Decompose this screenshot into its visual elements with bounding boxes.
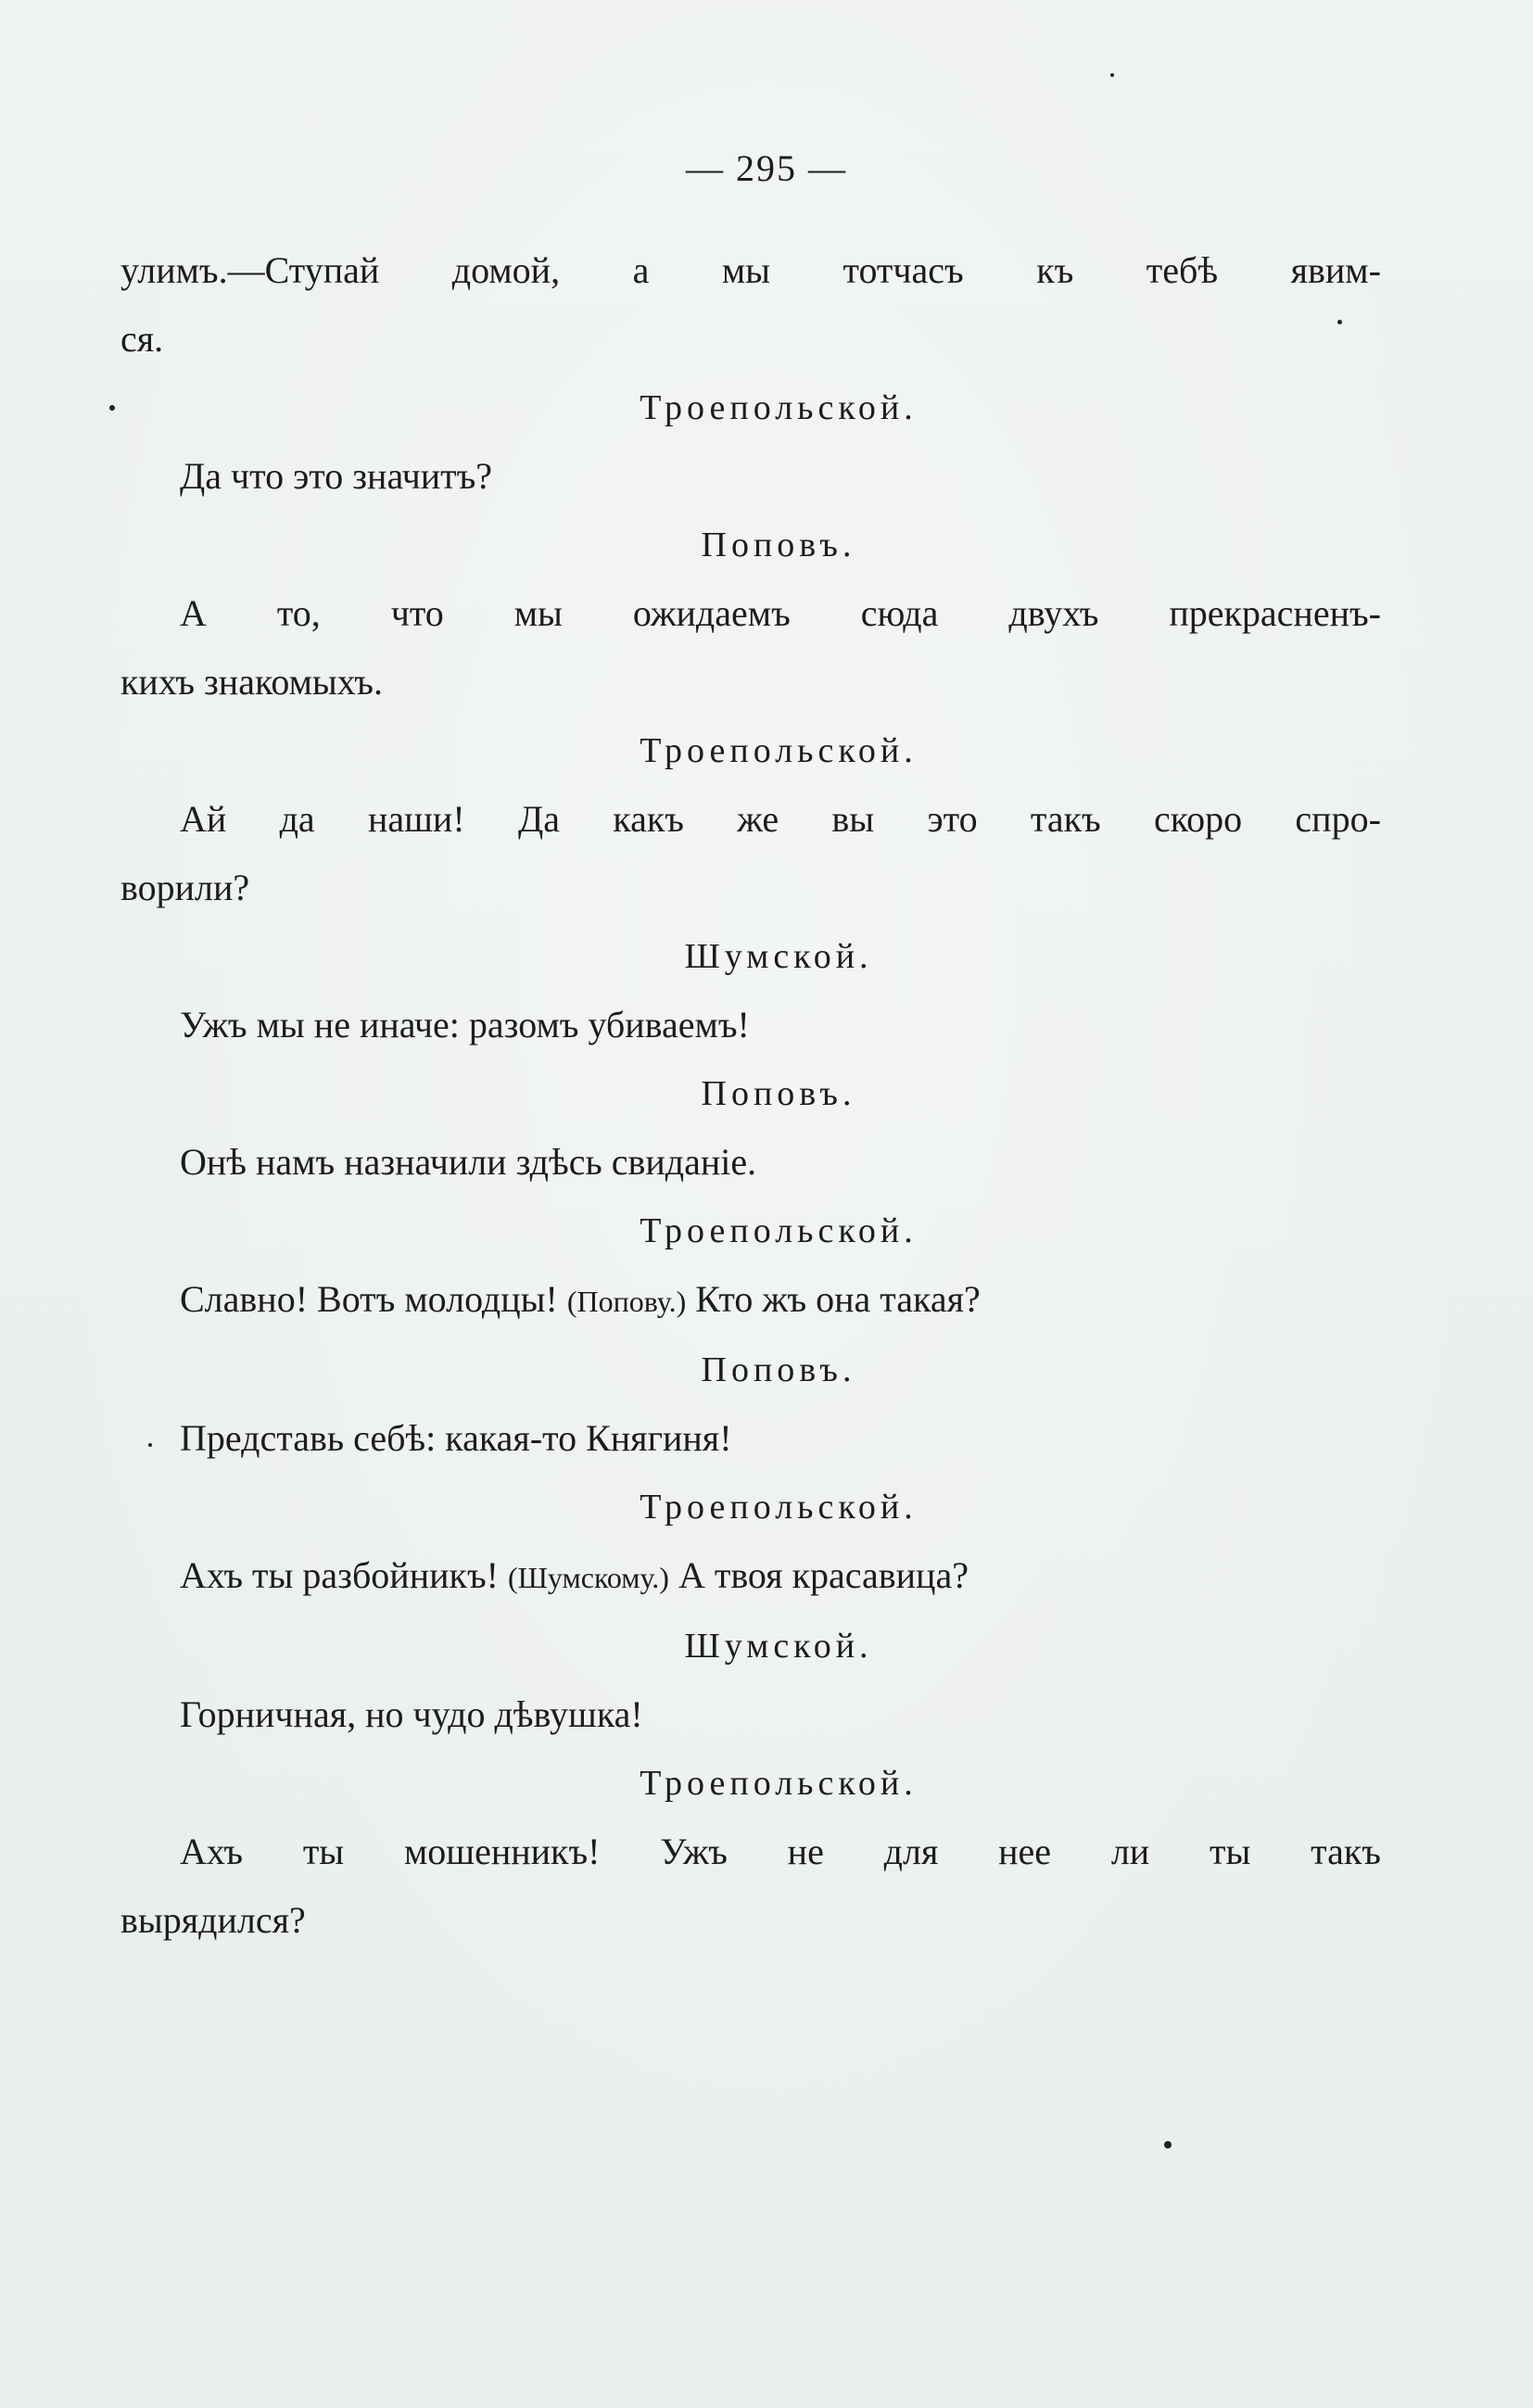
- speaker-name: Поповъ.: [701, 1350, 856, 1389]
- text-line: ворили?: [120, 867, 250, 908]
- word: Ужъ: [660, 1831, 728, 1872]
- text-line: [120, 579, 1381, 648]
- text-line: Горничная, но чудо дѣвушка!: [180, 1693, 643, 1735]
- word: для: [883, 1831, 939, 1872]
- word: вы: [831, 798, 875, 840]
- word: А: [180, 592, 207, 634]
- speaker-name: Троепольской.: [640, 1211, 918, 1250]
- word: прекрасненъ-: [1169, 592, 1381, 634]
- text-line: [120, 236, 1381, 305]
- line-text: Ахъ ты разбойникъ!: [180, 1554, 499, 1596]
- word: такъ: [1311, 1831, 1381, 1872]
- word: же: [737, 798, 779, 840]
- speaker-name: Поповъ.: [701, 1074, 856, 1113]
- line-text: Кто жъ она такая?: [695, 1278, 981, 1320]
- stage-direction: (Попову.): [566, 1285, 687, 1318]
- speaker-name: Троепольской.: [640, 388, 918, 427]
- line-text: Славно! Вотъ молодцы!: [180, 1278, 558, 1320]
- word: Да: [517, 798, 560, 840]
- word: то,: [276, 592, 321, 634]
- text-line: кихъ знакомыхъ.: [120, 661, 383, 703]
- text-line: Онѣ намъ назначили здѣсь свиданіе.: [180, 1141, 757, 1183]
- word: мошенникъ!: [403, 1831, 601, 1872]
- word: ожидаемъ: [632, 592, 791, 634]
- word: спро-: [1295, 798, 1381, 840]
- text-line: [120, 1541, 1381, 1612]
- word: Ай: [180, 798, 227, 840]
- word: что: [390, 592, 444, 634]
- speaker-name: Поповъ.: [701, 526, 856, 564]
- word: наши!: [367, 798, 465, 840]
- speaker-name: Троепольской.: [640, 731, 918, 770]
- word: да: [279, 798, 315, 840]
- word: не: [787, 1831, 824, 1872]
- word: ты: [1209, 1831, 1251, 1872]
- text-line: [120, 1818, 1381, 1886]
- text-line: [120, 785, 1381, 854]
- word: домой,: [451, 249, 561, 291]
- word: такъ: [1030, 798, 1101, 840]
- word: мы: [513, 592, 563, 634]
- line-text: А твоя красавица?: [678, 1554, 969, 1596]
- page-number: — 295 —: [686, 147, 847, 189]
- word: ты: [302, 1831, 345, 1872]
- text-line: вырядился?: [120, 1899, 306, 1941]
- speaker-name: Троепольской.: [640, 1764, 918, 1803]
- text-line: Представь себѣ: какая-то Княгиня!: [180, 1417, 732, 1459]
- word: тебѣ: [1146, 249, 1219, 291]
- text-line: ся.: [120, 318, 164, 360]
- word: Ахъ: [180, 1831, 244, 1872]
- page-body: [120, 236, 1381, 1955]
- speaker-name: Троепольской.: [640, 1488, 918, 1527]
- word: сюда: [860, 592, 939, 634]
- word: а: [632, 249, 650, 291]
- word: двухъ: [1008, 592, 1099, 634]
- word: ли: [1110, 1831, 1150, 1872]
- speaker-name: Шумской.: [684, 1627, 873, 1666]
- stage-direction: (Шумскому.): [507, 1561, 669, 1594]
- text-line: [120, 1265, 1381, 1336]
- word: какъ: [613, 798, 684, 840]
- word: нее: [998, 1831, 1052, 1872]
- word: улимъ.—Ступай: [120, 249, 380, 291]
- word: мы: [721, 249, 770, 291]
- word: тотчасъ: [843, 249, 964, 291]
- word: къ: [1036, 249, 1074, 291]
- word: явим-: [1290, 249, 1381, 291]
- text-line: Ужъ мы не иначе: разомъ убиваемъ!: [180, 1004, 750, 1046]
- speaker-name: Шумской.: [684, 937, 873, 976]
- word: скоро: [1153, 798, 1243, 840]
- text-line: Да что это значитъ?: [180, 455, 493, 497]
- word: это: [927, 798, 978, 840]
